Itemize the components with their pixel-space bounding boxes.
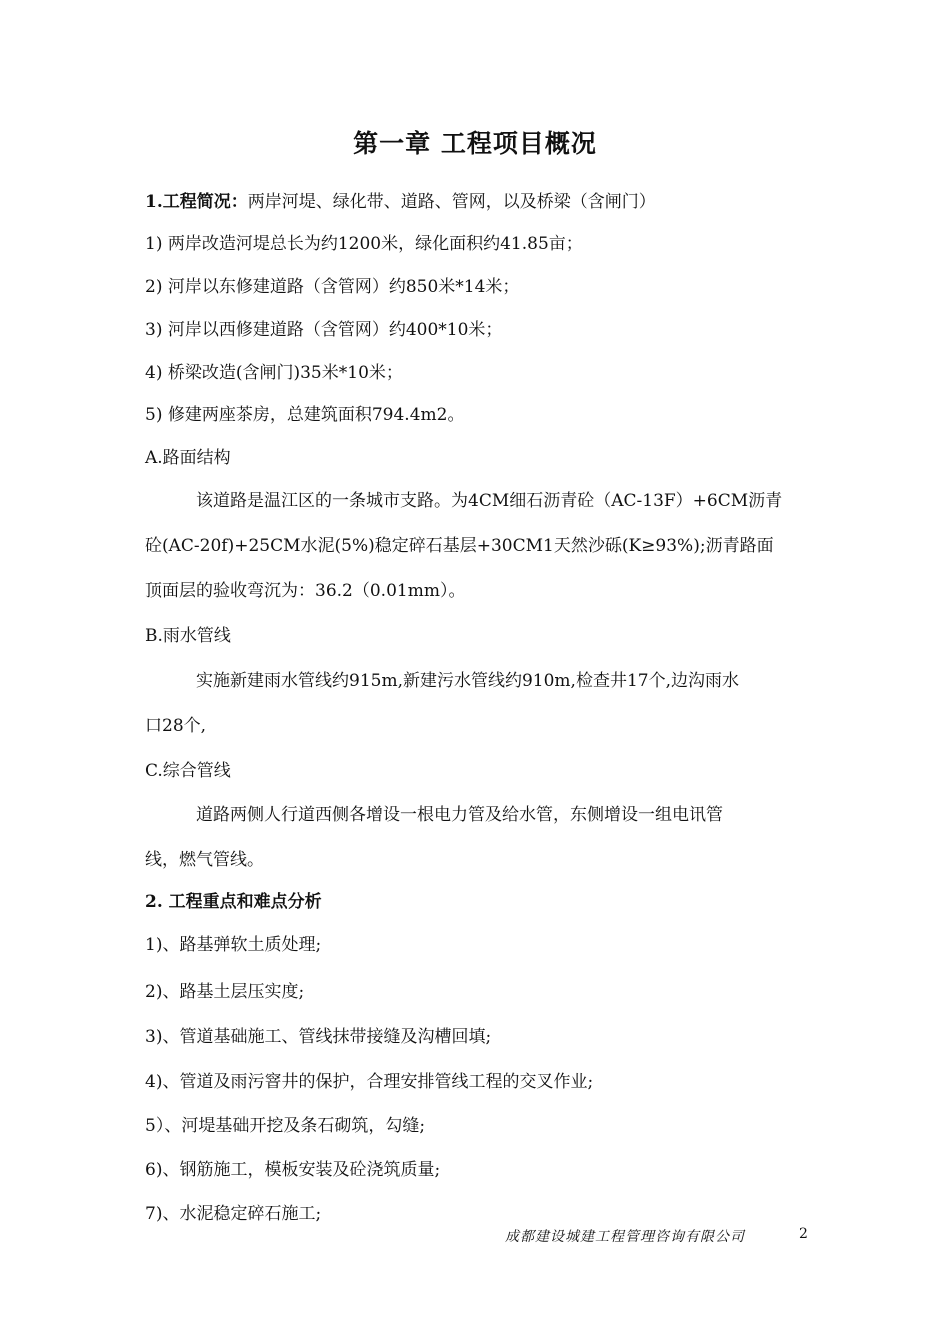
section-a-heading: A.路面结构 bbox=[145, 448, 231, 468]
overview-item-4: 4) 桥梁改造(含闸门)35米*10米； bbox=[145, 363, 403, 383]
section-c-line-2: 线，燃气管线。 bbox=[145, 850, 264, 870]
section-2-item-3: 3)、管道基础施工、管线抹带接缝及沟槽回填; bbox=[145, 1027, 492, 1047]
section-b-line-2: 口28个, bbox=[145, 716, 207, 736]
section-c-line-1: 道路两侧人行道西侧各增设一根电力管及给水管，东侧增设一组电讯管 bbox=[196, 805, 723, 825]
section-a-line-3: 顶面层的验收弯沉为：36.2（0.01mm）。 bbox=[145, 581, 466, 601]
section-2-heading: 2. 工程重点和难点分析 bbox=[145, 892, 322, 912]
overview-text: 两岸河堤、绿化带、道路、管网，以及桥梁（含闸门） bbox=[247, 192, 656, 212]
section-a-line-2: 砼(AC-20f)+25CM水泥(5%)稳定碎石基层+30CM1天然沙砾(K≥93%);沥青路面 bbox=[145, 536, 774, 556]
overview-item-5: 5) 修建两座茶房，总建筑面积794.4m2。 bbox=[145, 405, 465, 425]
section-2-item-7: 7)、水泥稳定碎石施工; bbox=[145, 1204, 322, 1224]
overview-item-2: 2) 河岸以东修建道路（含管网）约850米*14米； bbox=[145, 277, 520, 297]
section-a-line-1: 该道路是温江区的一条城市支路。为4CM细石沥青砼（AC-13F）+6CM沥青 bbox=[196, 491, 783, 511]
overview-item-1: 1) 两岸改造河堤总长为约1200米，绿化面积约41.85亩； bbox=[145, 234, 583, 254]
overview-item-3: 3) 河岸以西修建道路（含管网）约400*10米； bbox=[145, 320, 503, 340]
section-2-item-4: 4)、管道及雨污窨井的保护，合理安排管线工程的交叉作业; bbox=[145, 1072, 594, 1092]
section-2-item-2: 2)、路基土层压实度; bbox=[145, 982, 305, 1002]
page-number: 2 bbox=[799, 1226, 808, 1242]
section-b-heading: B.雨水管线 bbox=[145, 626, 231, 646]
section-b-line-1: 实施新建雨水管线约915m,新建污水管线约910m,检查井17个,边沟雨水 bbox=[196, 671, 739, 691]
section-2-item-5: 5）、河堤基础开挖及条石砌筑，勾缝; bbox=[145, 1116, 426, 1136]
page-title: 第一章 工程项目概况 bbox=[353, 129, 597, 158]
section-2-item-1: 1)、路基弹软土质处理; bbox=[145, 935, 322, 955]
footer-company: 成都建设城建工程管理咨询有限公司 bbox=[505, 1229, 745, 1245]
section-2-item-6: 6)、钢筋施工，模板安装及砼浇筑质量; bbox=[145, 1160, 441, 1180]
section-c-heading: C.综合管线 bbox=[145, 761, 231, 781]
overview-line bbox=[145, 190, 656, 214]
overview-label: 1.工程简况： bbox=[145, 192, 248, 212]
